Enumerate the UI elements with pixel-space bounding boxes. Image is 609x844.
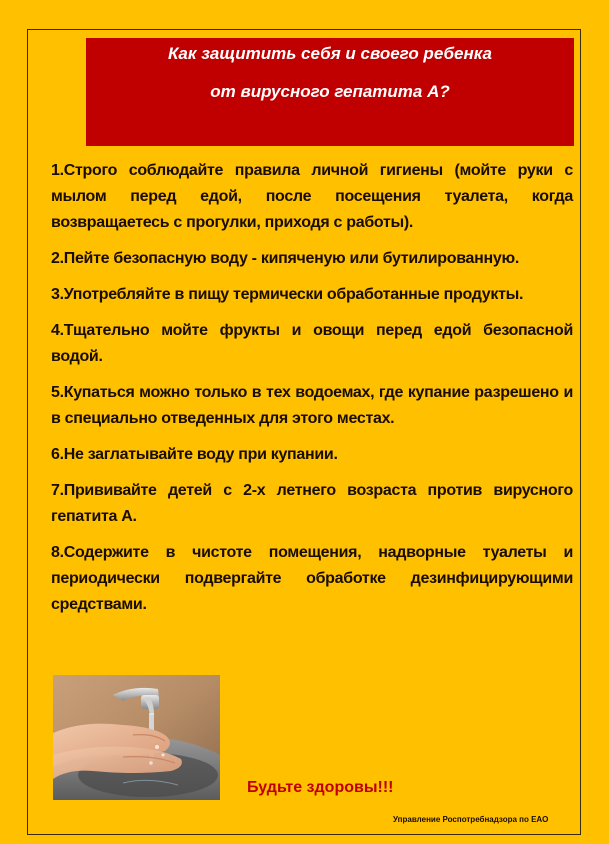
rule-item: 5.Купаться можно только в тех водоемах, где купание разрешено и в специально отведенных для этого местах.: [51, 384, 573, 427]
title-line-2: от вирусного гепатита А?: [210, 82, 450, 101]
rule-item: 2.Пейте безопасную воду - кипяченую или бутилированную.: [51, 250, 519, 267]
footer-organization: Управление Роспотребнадзора по ЕАО: [393, 815, 549, 824]
rule-item: 3.Употребляйте в пищу термически обработанные продукты.: [51, 286, 524, 303]
slogan: Будьте здоровы!!!: [247, 779, 394, 796]
rule-item: 8.Содержите в чистоте помещения, надворные туалеты и периодически подвергайте обработке дезинфицирующими средствами.: [51, 544, 573, 613]
title-banner: [86, 38, 574, 146]
rule-item: 4.Тщательно мойте фрукты и овощи перед едой безопасной водой.: [51, 322, 573, 365]
title-line-1: Как защитить себя и своего ребенка: [167, 44, 493, 63]
handwashing-photo-icon: [53, 675, 220, 800]
rule-item: 6.Не заглатывайте воду при купании.: [51, 446, 338, 463]
rule-item: 1.Строго соблюдайте правила личной гигиены (мойте руки с мылом перед едой, после посещения туалета, когда возвращаетесь с прогулки, приходя с работы).: [51, 162, 573, 231]
handwashing-photo: [53, 675, 220, 800]
rules-list: [51, 158, 573, 628]
rule-item: 7.Прививайте детей с 2-х летнего возраста против вирусного гепатита А.: [51, 482, 573, 525]
